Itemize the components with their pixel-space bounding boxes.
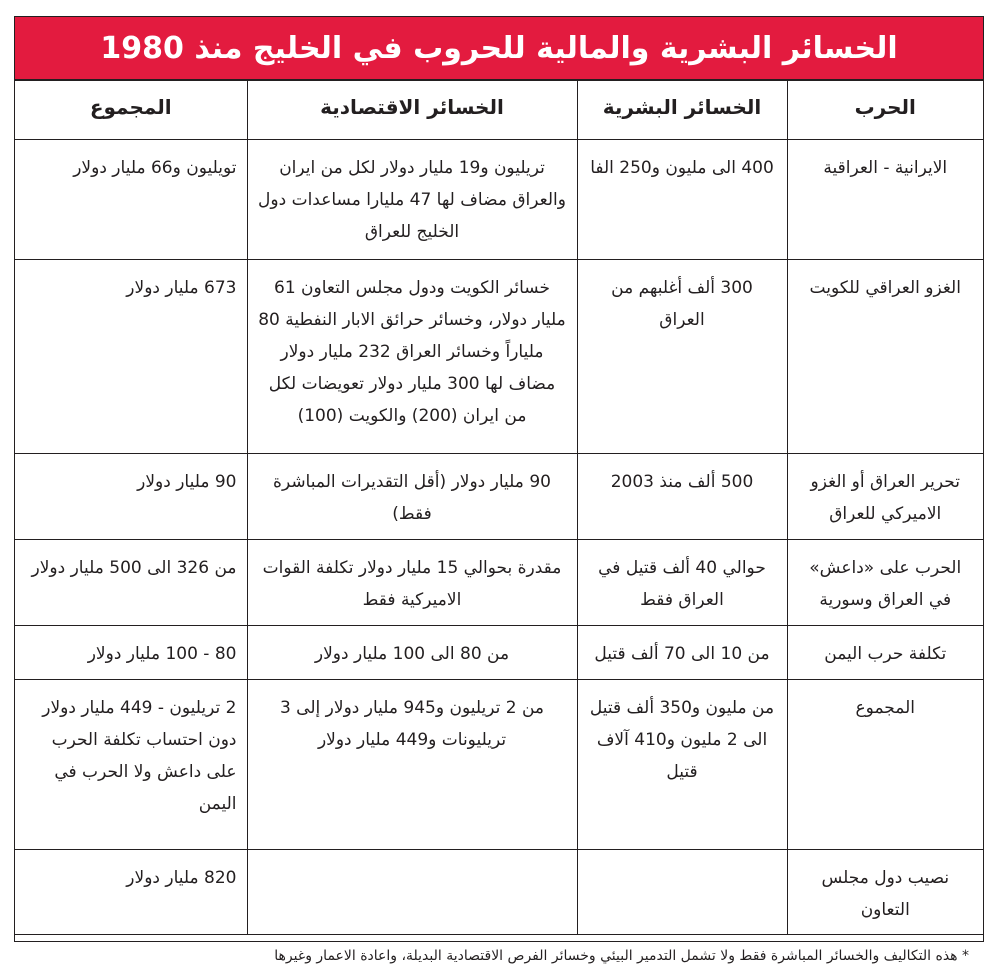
cell-economic-losses: من 80 الى 100 مليار دولار [247,626,577,680]
cell-human-losses [577,850,787,935]
cell-economic-losses: تريليون و19 مليار دولار لكل من ايران والعراق مضاف لها 47 مليارا مساعدات دول الخليج للعراق [247,140,577,260]
cell-economic-losses: خسائر الكويت ودول مجلس التعاون 61 مليار دولار، وخسائر حرائق الابار النفطية 80 ملياراً وخسائر العراق 232 مليار دولار مضاف لها 300 مليار دولار تعويضات لكل من ايران (200) والكويت (100) [247,260,577,454]
cell-total: 80 - 100 مليار دولار [15,626,247,680]
table-row [15,260,983,454]
table-row [15,680,983,850]
cell-war: تحرير العراق أو الغزو الاميركي للعراق [787,454,983,540]
cell-economic-losses: من 2 تريليون و945 مليار دولار إلى 3 تريليونات و449 مليار دولار [247,680,577,850]
losses-table [15,80,983,935]
cell-war: الغزو العراقي للكويت [787,260,983,454]
table-row [15,140,983,260]
cell-human-losses: حوالي 40 ألف قتيل في العراق فقط [577,540,787,626]
cell-economic-losses: 90 مليار دولار (أقل التقديرات المباشرة فقط) [247,454,577,540]
cell-war: الايرانية - العراقية [787,140,983,260]
cell-total: من 326 الى 500 مليار دولار [15,540,247,626]
cell-war: المجموع [787,680,983,850]
header-human-losses: الخسائر البشرية [577,81,787,140]
table-row [15,454,983,540]
cell-total: تويليون و66 مليار دولار [15,140,247,260]
war-losses-table-frame [14,16,984,964]
header-row [15,81,983,140]
page-title: الخسائر البشرية والمالية للحروب في الخليج منذ 1980 [100,30,898,66]
header-total: المجموع [15,81,247,140]
cell-total: 820 مليار دولار [15,850,247,935]
cell-total: 2 تريليون - 449 مليار دولار دون احتساب تكلفة الحرب على داعش ولا الحرب في اليمن [15,680,247,850]
title-bar [15,17,983,80]
cell-economic-losses [247,850,577,935]
cell-human-losses: 500 ألف منذ 2003 [577,454,787,540]
cell-human-losses: 300 ألف أغلبهم من العراق [577,260,787,454]
header-war: الحرب [787,81,983,140]
table-row [15,850,983,935]
cell-human-losses: من مليون و350 ألف قتيل الى 2 مليون و410 آلاف قتيل [577,680,787,850]
cell-total: 90 مليار دولار [15,454,247,540]
cell-total: 673 مليار دولار [15,260,247,454]
cell-war: الحرب على «داعش» في العراق وسورية [787,540,983,626]
cell-economic-losses: مقدرة بحوالي 15 مليار دولار تكلفة القوات الاميركية فقط [247,540,577,626]
cell-human-losses: 400 الى مليون و250 الفا [577,140,787,260]
footnote: * هذه التكاليف والخسائر المباشرة فقط ولا تشمل التدمير البيئي وخسائر الفرص الاقتصادية البديلة، واعادة الاعمار وغيرها [274,948,969,964]
cell-war: نصيب دول مجلس التعاون [787,850,983,935]
header-economic-losses: الخسائر الاقتصادية [247,81,577,140]
table-row [15,626,983,680]
table-row [15,540,983,626]
cell-human-losses: من 10 الى 70 ألف قتيل [577,626,787,680]
cell-war: تكلفة حرب اليمن [787,626,983,680]
